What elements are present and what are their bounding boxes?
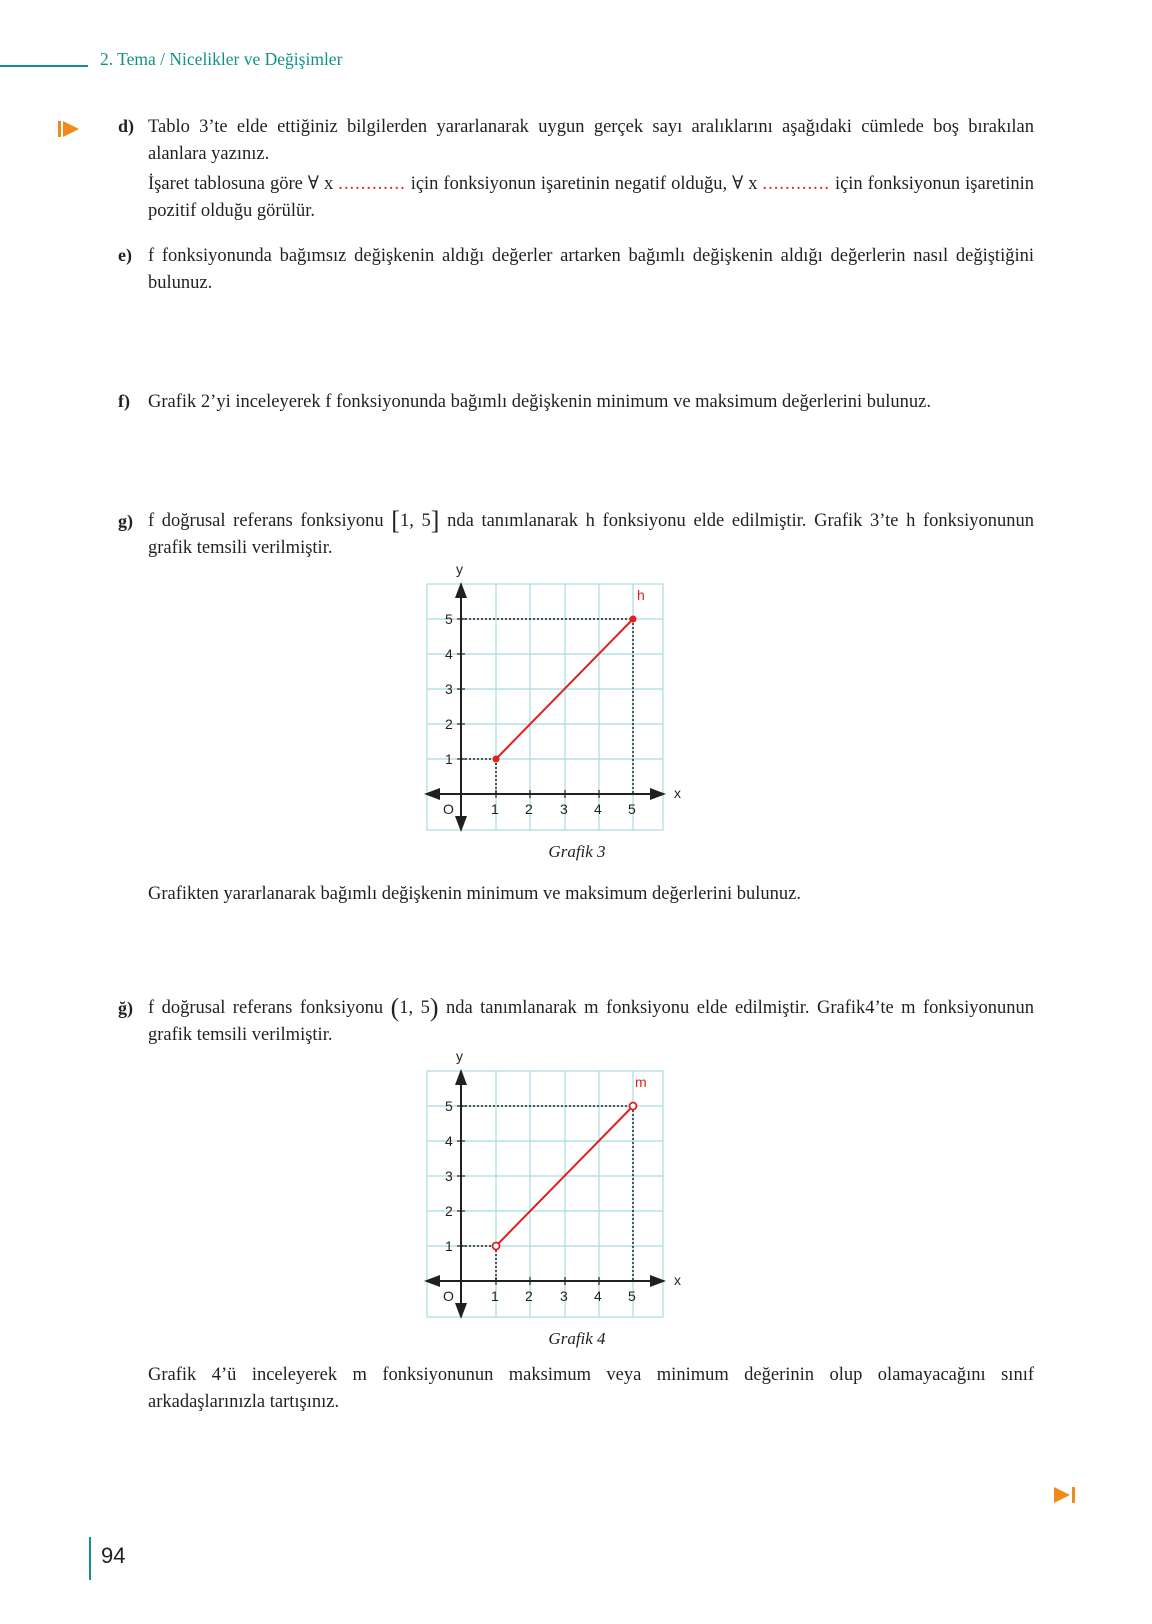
origin-label: O [443,801,454,817]
ticks [457,1106,599,1285]
question-label-g-breve: ğ) [118,998,133,1018]
x-tick-1: 1 [491,1288,499,1304]
y-tick-1: 1 [445,751,453,767]
page-number-rule [89,1537,91,1580]
blank-field-1[interactable]: ............ [338,174,406,194]
page-number: 94 [101,1543,126,1568]
x-tick-1: 1 [491,801,499,817]
y-tick-5: 5 [445,611,453,627]
closed-endpoint-start [493,756,500,763]
question-g-text [148,507,1034,562]
y-tick-2: 2 [445,716,453,732]
x-tick-5: 5 [628,1288,636,1304]
graph-3-caption: Grafik 3 [548,842,606,861]
x-tick-4: 4 [594,1288,602,1304]
question-label-e: e) [118,245,132,265]
fill-part-2: için fonksiyonun işaretinin negatif olduğu, ∀ x [410,174,758,194]
origin-label: O [443,1288,454,1304]
x-tick-2: 2 [525,801,533,817]
question-g-breve-text-before: f doğrusal referans fonksiyonu [148,998,384,1018]
interval-open-bracket: [ [391,506,400,535]
y-tick-4: 4 [445,1133,453,1149]
x-axis-arrow-left-icon [424,788,440,800]
y-tick-1: 1 [445,1238,453,1254]
x-tick-4: 4 [594,801,602,817]
question-g-breve-text [148,994,1034,1049]
interval-open-paren: ( [390,993,400,1022]
closed-endpoint-end [630,616,637,623]
y-tick-3: 3 [445,681,453,697]
question-label-f: f) [118,391,130,411]
axes [434,594,652,820]
fill-part-3: için fonksiyonun işaretinin pozitif olduğu görülür. [148,174,1034,221]
ticks [457,619,599,798]
function-label: h [637,587,645,603]
y-axis-label: y [456,561,463,577]
chapter-title: 2. Tema / Nicelikler ve Değişimler [100,49,343,69]
graph-4 [412,1043,712,1343]
open-endpoint-end [630,1103,637,1110]
y-tick-4: 4 [445,646,453,662]
open-endpoint-start [493,1243,500,1250]
question-label-d: d) [118,116,135,136]
question-g-text-before: f doğrusal referans fonksiyonu [148,511,384,531]
x-axis-label: x [674,785,681,801]
axes [434,1081,652,1307]
question-g-breve-follow-up: Grafik 4’ü inceleyerek m fonksiyonunun maksimum veya minimum değerinin olup olamayacağını sınıf arkadaşlarınızla tartışınız. [148,1365,1034,1412]
question-d-fill-sentence [148,171,1034,225]
y-tick-2: 2 [445,1203,453,1219]
question-f-text: Grafik 2’yi inceleyerek f fonksiyonunda bağımlı değişkenin minimum ve maksimum değerlerini bulunuz. [148,392,931,412]
interval-close-bracket: ] [430,506,440,535]
question-e-text: f fonksiyonunda bağımsız değişkenin aldığı değerler artarken bağımlı değişkenin aldığı değerlerin nasıl değiştiğini bulunuz. [148,246,1034,293]
interval-values: 1, 5 [399,511,431,531]
question-label-g: g) [118,511,133,531]
y-tick-3: 3 [445,1168,453,1184]
question-d-text: Tablo 3’te elde ettiğiniz bilgilerden yararlanarak uygun gerçek sayı aralıklarını aşağıdaki cümlede boş bırakılan alanlara yazınız. [148,117,1034,164]
graph-3 [412,556,712,856]
skip-next-icon[interactable] [1054,1486,1078,1504]
play-marker-icon [58,121,80,137]
question-g-breve-text-after: nda tanımlanarak m fonksiyonu elde edilmiştir. Grafik4’te m fonksiyonunun grafik temsili verilmiştir. [148,998,1035,1045]
x-tick-2: 2 [525,1288,533,1304]
fill-part-1: İşaret tablosuna göre ∀ x [148,174,334,194]
function-label: m [635,1074,647,1090]
x-tick-3: 3 [560,1288,568,1304]
x-tick-3: 3 [560,801,568,817]
blank-field-2[interactable]: ............ [762,174,830,194]
question-g-text-after: nda tanımlanarak h fonksiyonu elde edilmiştir. Grafik 3’te h fonksiyonunun grafik temsili verilmiştir. [148,511,1035,558]
y-tick-5: 5 [445,1098,453,1114]
interval-values: 1, 5 [399,998,430,1018]
y-axis-label: y [456,1048,463,1064]
header-rule [0,65,88,67]
question-g-follow-up: Grafikten yararlanarak bağımlı değişkenin minimum ve maksimum değerlerini bulunuz. [148,884,801,904]
x-axis-label: x [674,1272,681,1288]
graph-4-caption: Grafik 4 [548,1329,606,1348]
x-axis-arrow-left-icon [424,1275,440,1287]
interval-close-paren: ) [429,993,439,1022]
x-tick-5: 5 [628,801,636,817]
